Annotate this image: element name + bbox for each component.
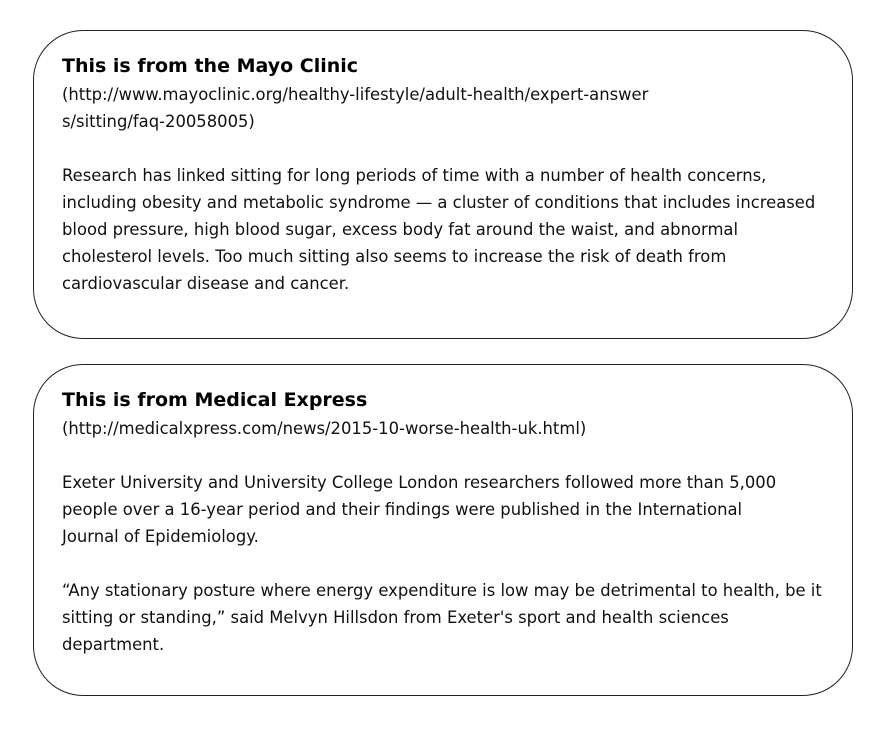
quote-paragraph: Exeter University and University College London researchers followed more than 5,000 people over a 16-year period and their findings were published in the International Journal of Epidemiology. [62,473,777,546]
source-url: (http://www.mayoclinic.org/healthy-lifestyle/adult-health/expert-answers/sitting/faq-20058005) [62,85,649,131]
source-url: (http://medicalxpress.com/news/2015-10-worse-health-uk.html) [62,419,587,438]
card-title: This is from the Mayo Clinic [62,55,359,77]
medical-express-card [33,364,853,696]
quote-paragraph: Research has linked sitting for long periods of time with a number of health concerns, including obesity and metabolic syndrome — a cluster of conditions that includes increased blood pressure, high blood sugar, excess body fat around the waist, and abnormal cholesterol levels. Too much sitting also seems to increase the risk of death from cardiovascular disease and cancer. [62,166,816,293]
quote-paragraph: “Any stationary posture where energy expenditure is low may be detrimental to health, be it sitting or standing,” said Melvyn Hillsdon from Exeter's sport and health sciences department. [62,581,822,654]
card-title: This is from Medical Express [62,389,368,411]
mayo-clinic-card [33,30,853,339]
